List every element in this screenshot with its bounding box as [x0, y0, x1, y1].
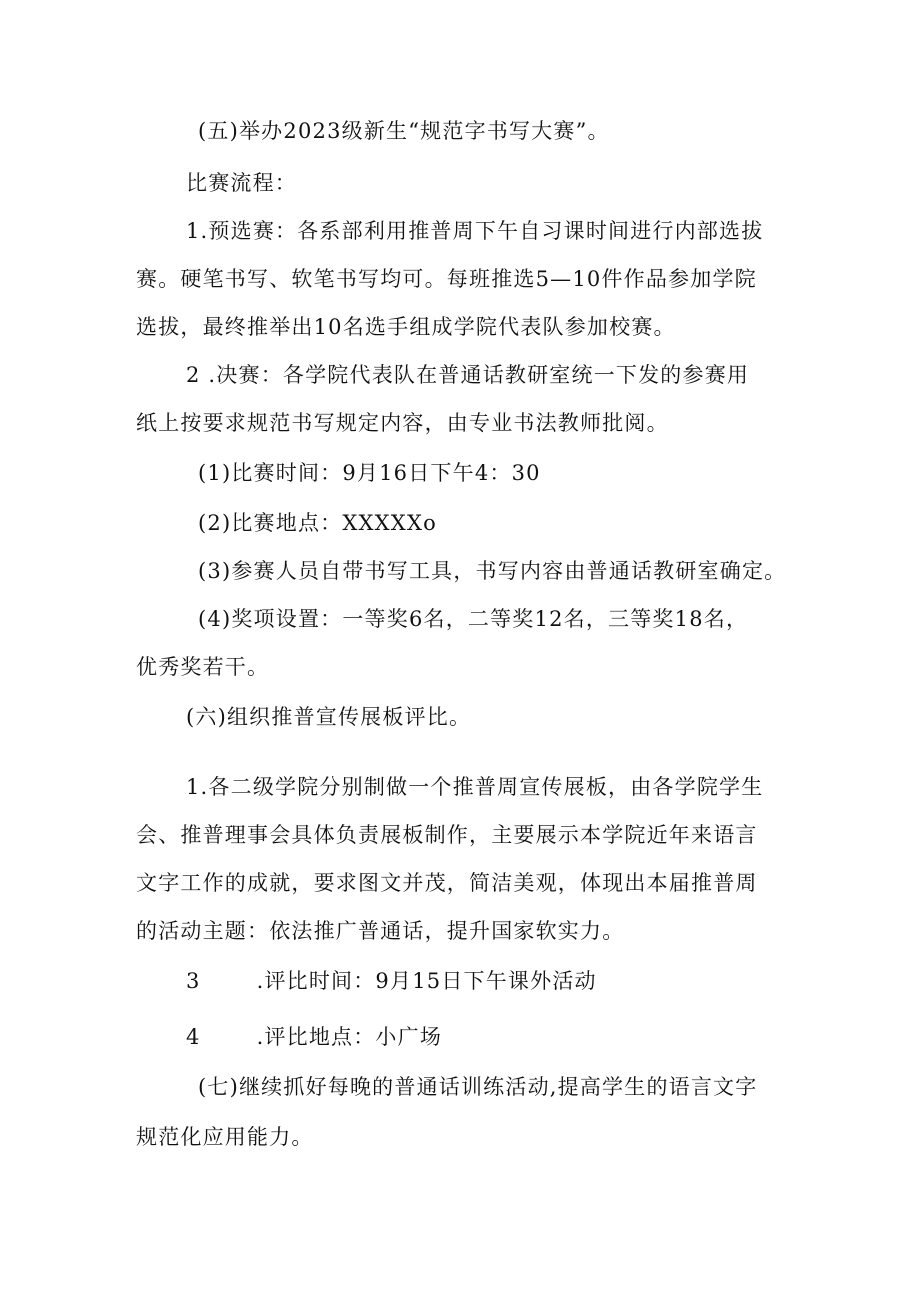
sub-item-line: (3)参赛人员自带书写工具，书写内容由普通话教研室确定。	[198, 559, 787, 583]
paragraph-line: 纸上按要求规范书写规定内容，由专业书法教师批阅。	[136, 411, 669, 435]
section-7-heading: (七)继续抓好每晚的普通话训练活动,提高学生的语言文字	[198, 1075, 758, 1099]
section-5-heading: (五)举办2023级新生“规范字书写大赛”。	[198, 119, 610, 143]
paragraph-line: 规范化应用能力。	[136, 1125, 314, 1149]
paragraph-line: 会、推普理事会具体负责展板制作，主要展示本学院近年来语言	[136, 823, 758, 847]
paragraph-line: 1.各二级学院分别制做一个推普周宣传展板，由各学院学生	[186, 775, 764, 799]
sub-item-line: (4)奖项设置：一等奖6名，二等奖12名，三等奖18名，	[198, 607, 749, 631]
process-label: 比赛流程：	[186, 171, 297, 195]
sub-item-line: (2)比赛地点：XXXXXo	[198, 511, 437, 535]
paragraph-line: 文字工作的成就，要求图文并茂，简洁美观，体现出本届推普周	[136, 871, 758, 895]
paragraph-line: 优秀奖若干。	[136, 655, 270, 679]
section-6-heading: (六)组织推普宣传展板评比。	[186, 705, 472, 729]
item-number: 4	[186, 1025, 201, 1049]
paragraph-line: 1.预选赛：各系部利用推普周下午自习课时间进行内部选拔	[186, 219, 764, 243]
item-number: 3	[186, 969, 201, 993]
item-text: .评比时间：9月15日下午课外活动	[256, 969, 597, 993]
paragraph-line: 的活动主题：依法推广普通话，提升国家软实力。	[136, 919, 625, 943]
sub-item-line: (1)比赛时间：9月16日下午4：30	[198, 461, 541, 485]
numbered-item	[186, 968, 597, 994]
paragraph-line: 赛。硬笔书写、软笔书写均可。每班推选5—10件作品参加学院	[136, 267, 757, 291]
item-text: .评比地点：小广场	[256, 1025, 443, 1049]
numbered-item	[186, 1024, 442, 1050]
paragraph-line: 2 .决赛：各学院代表队在普通话教研室统一下发的参赛用	[186, 363, 750, 387]
paragraph-line: 选拔，最终推举出10名选手组成学院代表队参加校赛。	[136, 315, 676, 339]
